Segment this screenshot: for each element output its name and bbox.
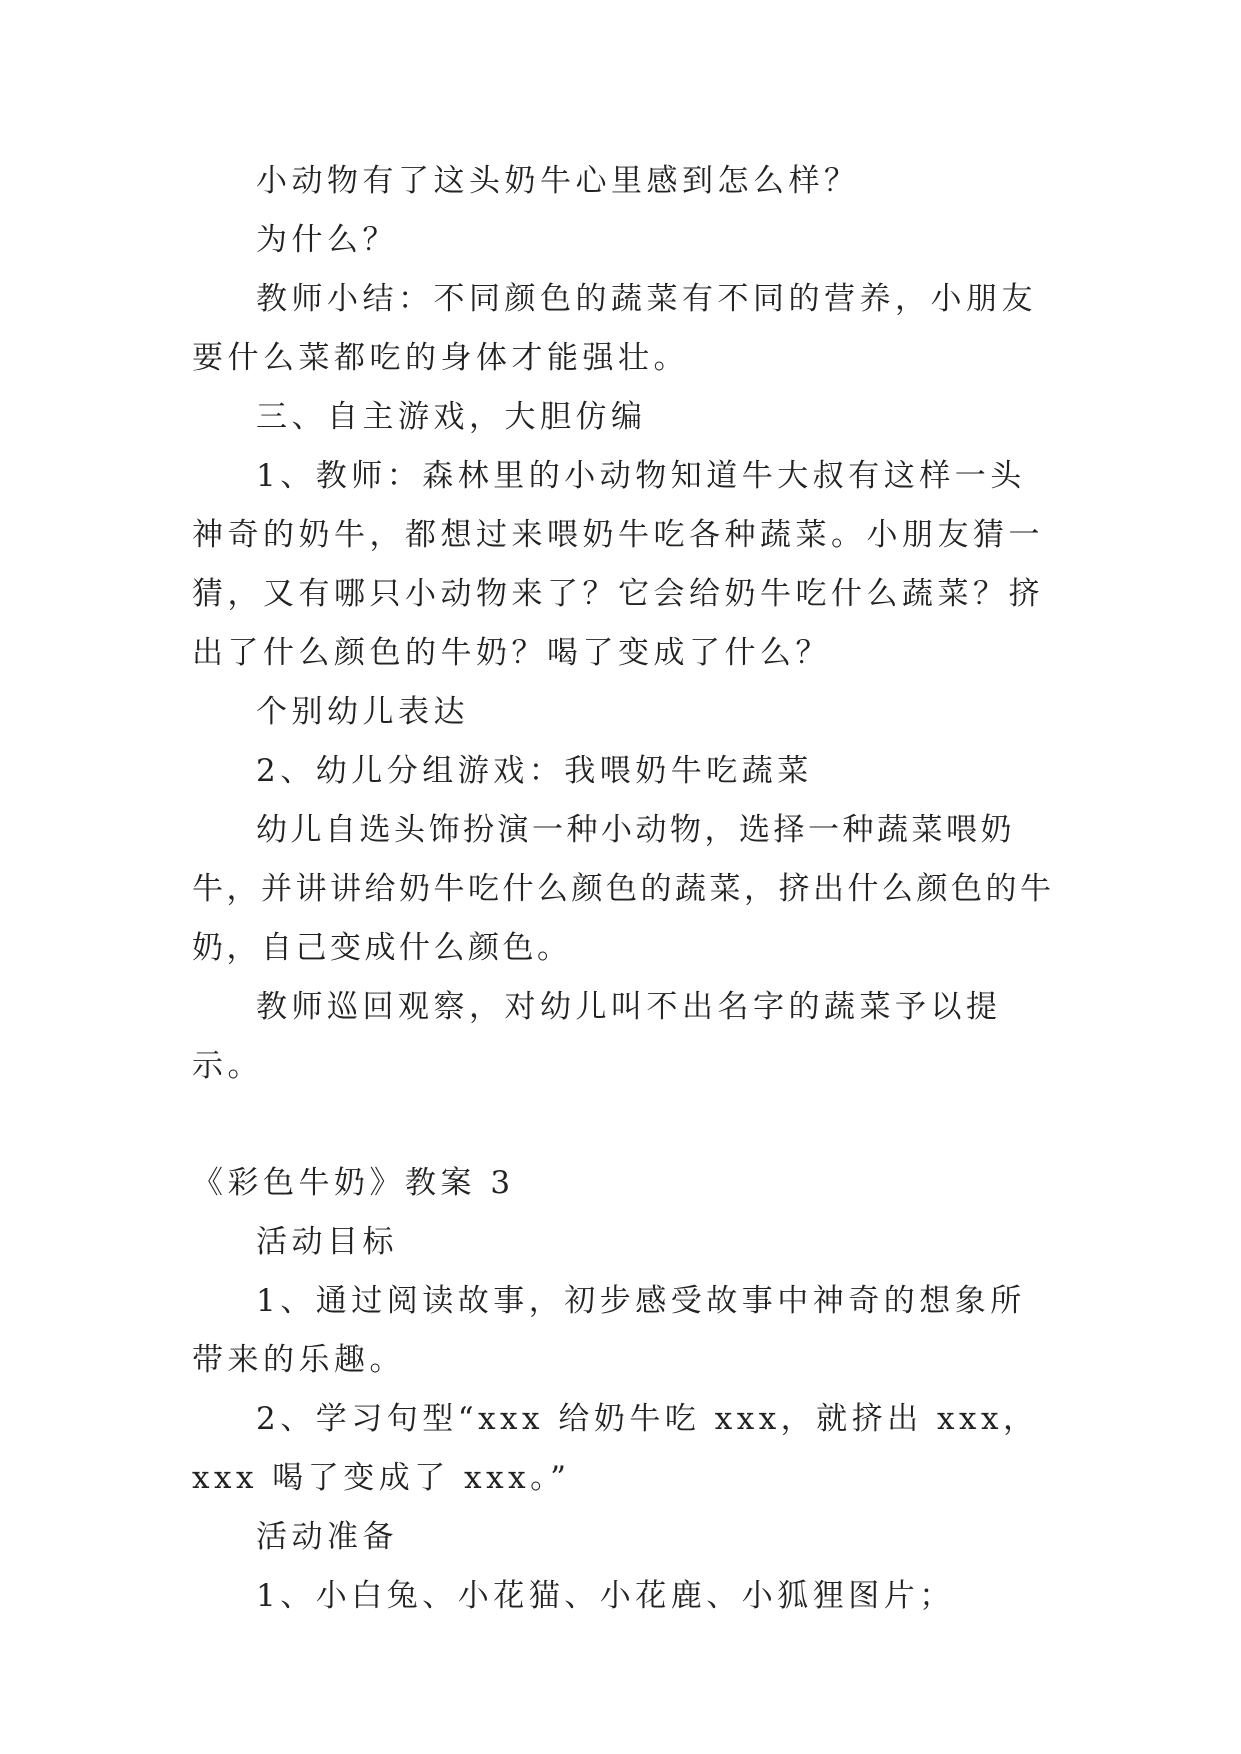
paragraph: 小动物有了这头奶牛心里感到怎么样？ <box>256 163 860 199</box>
paragraph: 为什么？ <box>256 222 398 258</box>
document-title: 《彩色牛奶》教案 3 <box>192 1165 515 1201</box>
section-heading: 活动准备 <box>256 1519 398 1555</box>
paragraph: 1、通过阅读故事，初步感受故事中神奇的想象所带来的乐趣。 <box>192 1283 1026 1378</box>
section-heading: 活动目标 <box>256 1224 398 1260</box>
paragraph: 2、幼儿分组游戏：我喂奶牛吃蔬菜 <box>256 753 813 789</box>
paragraph: 1、教师：森林里的小动物知道牛大叔有这样一头神奇的奶牛，都想过来喂奶牛吃各种蔬菜。小朋友猜一猜，又有哪只小动物来了？它会给奶牛吃什么蔬菜？挤出了什么颜色的牛奶？喝了变成了什么？ <box>192 458 1044 671</box>
paragraph: 2、学习句型“xxx 给奶牛吃 xxx，就挤出 xxx，xxx 喝了变成了 xxx。” <box>192 1401 1039 1496</box>
paragraph: 教师巡回观察，对幼儿叫不出名字的蔬菜予以提示。 <box>192 989 1002 1084</box>
section-heading: 三、自主游戏，大胆仿编 <box>256 399 647 435</box>
paragraph: 1、小白兔、小花猫、小花鹿、小狐狸图片； <box>256 1578 955 1614</box>
paragraph: 幼儿自选头饰扮演一种小动物，选择一种蔬菜喂奶牛，并讲讲给奶牛吃什么颜色的蔬菜，挤出什么颜色的牛奶，自己变成什么颜色。 <box>192 812 1055 966</box>
paragraph: 教师小结：不同颜色的蔬菜有不同的营养，小朋友要什么菜都吃的身体才能强壮。 <box>192 281 1037 376</box>
paragraph: 个别幼儿表达 <box>256 694 469 730</box>
